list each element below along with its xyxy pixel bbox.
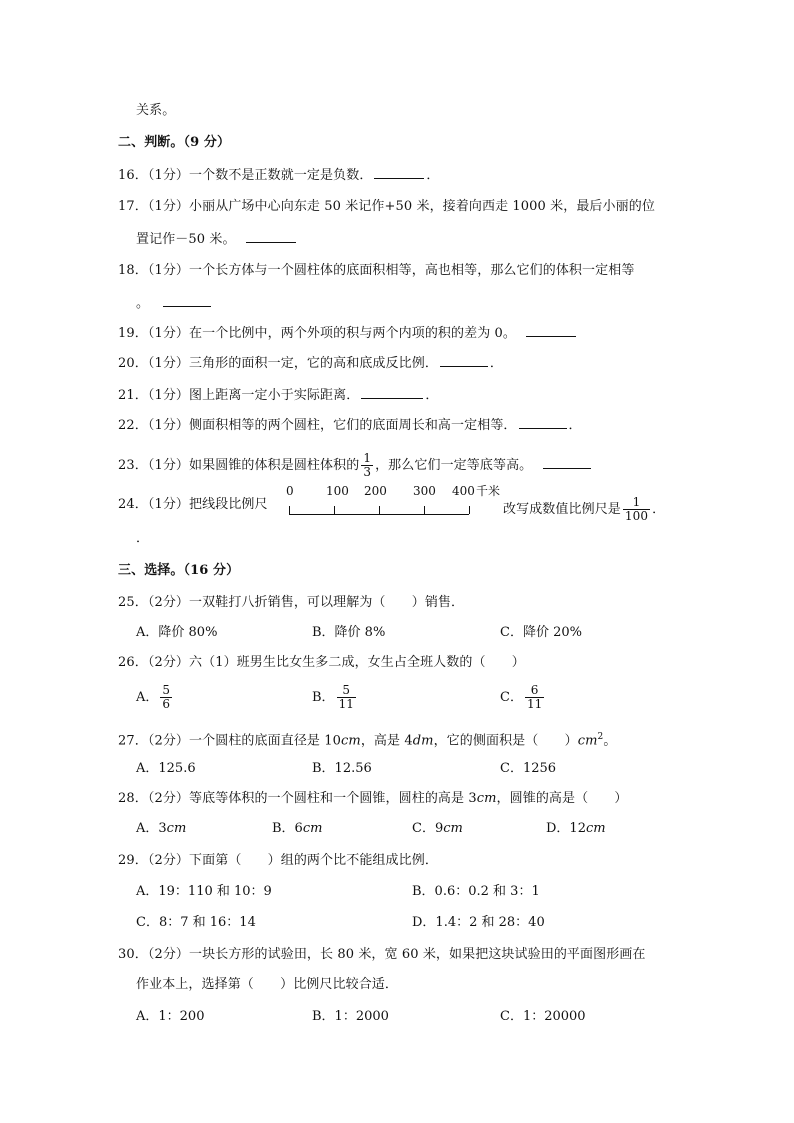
fraction-denominator: 6 xyxy=(162,697,171,711)
option-28-c[interactable] xyxy=(412,820,463,838)
section-header-choice: 三、选择。（16 分） xyxy=(118,563,240,578)
option-29-d[interactable]: D．1.4：2 和 28：40 xyxy=(412,915,545,930)
option-28-d[interactable] xyxy=(546,820,606,838)
scale-tick xyxy=(334,506,335,514)
scale-baseline xyxy=(289,514,469,515)
question-20 xyxy=(118,354,503,373)
option-30-c[interactable]: C．1：20000 xyxy=(500,1009,586,1024)
option-27-a[interactable]: A．125.6 xyxy=(136,761,196,776)
question-27-text-d: 。 xyxy=(603,733,617,749)
question-24-line2: ． xyxy=(136,531,150,546)
fraction-numerator: 5 xyxy=(342,683,351,697)
answer-blank-16[interactable] xyxy=(374,166,424,179)
question-17-text: 置记作－50 米。 xyxy=(136,232,236,247)
scale-label-300: 300 xyxy=(413,484,436,498)
unit-cm: cm xyxy=(577,733,598,749)
question-21-end: ． xyxy=(425,388,439,403)
fraction-numerator: 6 xyxy=(530,683,539,697)
scale-unit: 千米 xyxy=(476,484,501,498)
question-17-line2 xyxy=(136,230,298,249)
question-18-text: 。 xyxy=(136,296,150,311)
scale-label-200: 200 xyxy=(364,484,387,498)
question-26: 26．（2分）六（1）班男生比女生多二成，女生占全班人数的（ ） xyxy=(118,655,525,670)
question-18-line2 xyxy=(136,294,213,313)
question-16-text: 16．（1分）一个数不是正数就一定是负数． xyxy=(118,168,373,183)
option-30-a[interactable]: A．1：200 xyxy=(136,1009,205,1024)
option-29-a[interactable]: A．19：110 和 10：9 xyxy=(136,884,272,899)
continuation-text: 关系。 xyxy=(136,103,176,118)
scale-label-0: 0 xyxy=(286,484,294,498)
fraction-numerator: 5 xyxy=(162,683,171,697)
question-18-line1: 18．（1分）一个长方体与一个圆柱体的底面积相等，高也相等，那么它们的体积一定相等 xyxy=(118,263,635,278)
option-28-a-text: A．3 xyxy=(136,821,167,836)
scale-tick xyxy=(469,506,470,514)
fraction-denominator: 100 xyxy=(624,509,649,523)
option-28-c-text: C．9 xyxy=(412,821,444,836)
question-16 xyxy=(118,166,440,185)
question-23 xyxy=(118,452,593,479)
option-26-c-letter: C． xyxy=(500,690,523,705)
option-27-c[interactable]: C．1256 xyxy=(500,761,557,776)
fraction xyxy=(160,684,172,711)
question-17-line1: 17．（1分）小丽从广场中心向东走 50 米记作+50 米，接着向西走 1000 米，最后小丽的位 xyxy=(118,199,655,214)
option-28-b[interactable] xyxy=(272,820,322,838)
option-26-b[interactable] xyxy=(312,684,358,711)
question-23-text-a: 23．（1分）如果圆锥的体积是圆柱体积的 xyxy=(118,458,360,473)
option-28-d-text: D．12 xyxy=(546,821,586,836)
fraction-denominator: 3 xyxy=(363,465,372,479)
fraction-numerator: 1 xyxy=(632,495,641,509)
answer-blank-19[interactable] xyxy=(526,324,576,337)
superscript-2: 2 xyxy=(597,732,604,742)
question-29: 29．（2分）下面第（ ）组的两个比不能组成比例． xyxy=(118,853,438,868)
scale-label-400: 400 xyxy=(452,484,475,498)
option-25-b[interactable]: B．降价 8% xyxy=(312,625,386,640)
answer-blank-17[interactable] xyxy=(246,230,296,243)
answer-blank-22[interactable] xyxy=(519,416,567,429)
question-19 xyxy=(118,324,578,343)
unit-cm: cm xyxy=(302,821,323,836)
option-25-a[interactable]: A．降价 80% xyxy=(136,625,218,640)
option-26-c[interactable] xyxy=(500,684,546,711)
answer-blank-18[interactable] xyxy=(163,294,211,307)
question-19-text: 19．（1分）在一个比例中，两个外项的积与两个内项的积的差为 0。 xyxy=(118,326,517,341)
option-30-b[interactable]: B．1：2000 xyxy=(312,1009,389,1024)
question-16-end: ． xyxy=(426,168,440,183)
fraction-one-third xyxy=(361,452,373,479)
option-25-c[interactable]: C．降价 20% xyxy=(500,625,582,640)
option-28-a[interactable] xyxy=(136,820,186,838)
question-28 xyxy=(118,790,628,808)
answer-blank-21[interactable] xyxy=(361,386,423,399)
unit-cm: cm xyxy=(476,791,497,806)
fraction-one-hundredth xyxy=(623,496,650,523)
option-26-a[interactable] xyxy=(136,684,174,711)
option-26-b-letter: B． xyxy=(312,690,335,705)
question-20-text: 20．（1分）三角形的面积一定，它的高和底成反比例． xyxy=(118,356,438,371)
unit-cm: cm xyxy=(443,821,463,836)
question-25: 25．（2分）一双鞋打八折销售，可以理解为（ ）销售． xyxy=(118,595,465,610)
question-27-text-c: ，它的侧面积是（ ） xyxy=(433,733,578,749)
question-24-a: 24．（1分）把线段比例尺 xyxy=(118,497,268,512)
question-27-text-a: 27．（2分）一个圆柱的底面直径是 10 xyxy=(118,733,341,749)
question-28-text-b: ，圆锥的高是（ ） xyxy=(496,791,628,806)
answer-blank-20[interactable] xyxy=(440,354,488,367)
scale-tick xyxy=(289,506,290,514)
question-22-end: ． xyxy=(568,418,582,433)
question-27-text-b: ，高是 4 xyxy=(360,733,413,749)
unit-cm: cm xyxy=(341,733,361,749)
fraction xyxy=(525,684,544,711)
option-28-b-text: B．6 xyxy=(272,821,303,836)
option-29-b[interactable]: B．0.6：0.2 和 3：1 xyxy=(412,884,540,899)
unit-dm: dm xyxy=(412,733,434,749)
question-21-text: 21．（1分）图上距离一定小于实际距离． xyxy=(118,388,360,403)
question-23-text-b: ，那么它们一定等底等高。 xyxy=(375,458,533,473)
section-header-judgment: 二、判断。（9 分） xyxy=(118,135,231,150)
line-segment-scale xyxy=(286,484,501,524)
question-22 xyxy=(118,416,582,435)
unit-cm: cm xyxy=(585,821,606,836)
fraction-denominator: 11 xyxy=(526,697,543,711)
option-27-b[interactable]: B．12.56 xyxy=(312,761,372,776)
fraction xyxy=(337,684,356,711)
question-20-end: ． xyxy=(489,356,504,371)
option-29-c[interactable]: C．8：7 和 16：14 xyxy=(136,915,256,930)
fraction-denominator: 11 xyxy=(338,697,354,711)
question-28-text-a: 28．（2分）等底等体积的一个圆柱和一个圆锥，圆柱的高是 3 xyxy=(118,791,477,806)
scale-tick xyxy=(424,506,425,514)
question-22-text: 22．（1分）侧面积相等的两个圆柱，它们的底面周长和高一定相等． xyxy=(118,418,517,433)
answer-blank-23[interactable] xyxy=(543,456,591,469)
question-24-b xyxy=(503,496,665,523)
option-26-a-letter: A． xyxy=(136,690,159,705)
scale-label-100: 100 xyxy=(326,484,349,498)
fraction-numerator: 1 xyxy=(363,451,372,465)
question-30-line2: 作业本上，选择第（ ）比例尺比较合适． xyxy=(136,977,399,992)
question-27 xyxy=(118,728,616,750)
unit-cm: cm xyxy=(166,821,187,836)
question-24-text-b: 改写成数值比例尺是 xyxy=(503,502,621,517)
question-21 xyxy=(118,386,438,405)
scale-tick xyxy=(379,506,380,514)
question-30-line1: 30．（2分）一块长方形的试验田，长 80 米，宽 60 米，如果把这块试验田的平面图形画在 xyxy=(118,947,646,962)
question-24-end: ． xyxy=(652,502,666,517)
